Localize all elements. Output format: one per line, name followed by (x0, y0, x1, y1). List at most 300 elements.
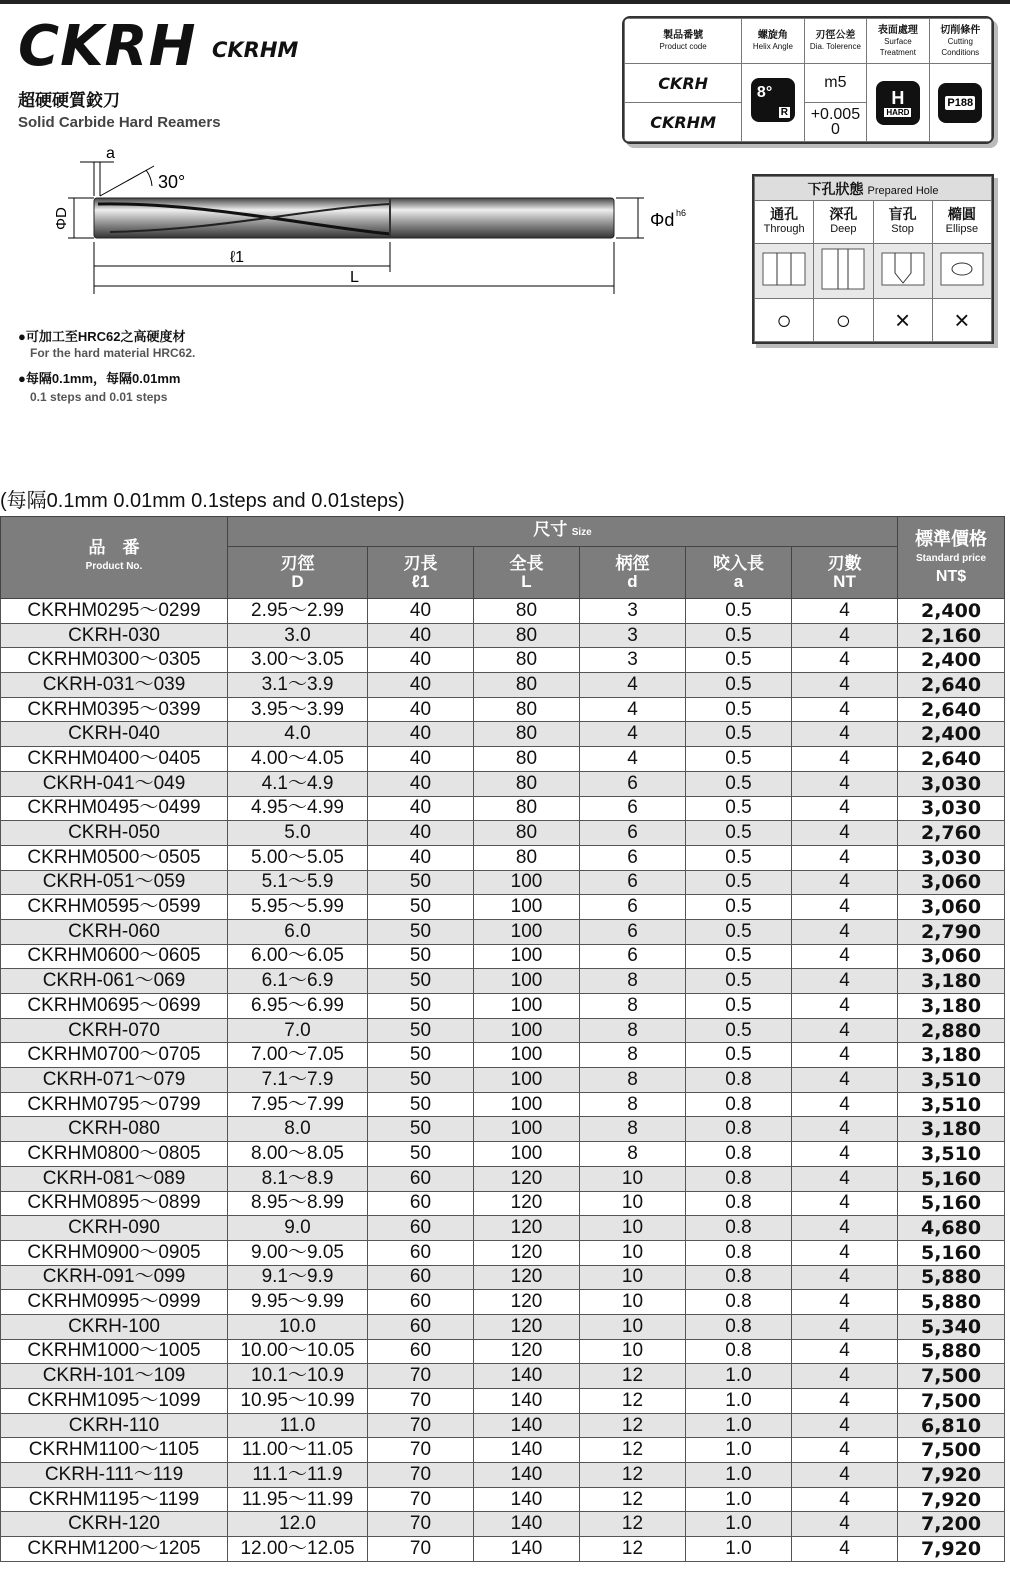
prepared-hole-title: 下孔狀態 Prepared Hole (755, 177, 992, 201)
table-cell: 11.1～11.9 (228, 1463, 368, 1488)
table-cell: 6 (580, 870, 686, 895)
table-cell: 0.8 (686, 1191, 792, 1216)
table-cell: 8.00～8.05 (228, 1142, 368, 1167)
table-row (1, 944, 1005, 969)
product-code-cell: CKRH-111～119 (1, 1463, 228, 1488)
table-cell: 4 (792, 796, 898, 821)
table-cell: 70 (368, 1512, 474, 1537)
table-row (1, 1043, 1005, 1068)
table-cell: 4 (792, 1068, 898, 1093)
table-cell: 8 (580, 1018, 686, 1043)
price-cell: 5,340 (898, 1314, 1005, 1339)
hole-type-stop: 盲孔 Stop (873, 201, 932, 244)
table-cell: 3 (580, 623, 686, 648)
table-cell: 0.8 (686, 1216, 792, 1241)
table-cell: 9.00～9.05 (228, 1240, 368, 1265)
spec-header-helix: 螺旋角 Helix Angle (742, 19, 804, 64)
price-cell: 7,920 (898, 1463, 1005, 1488)
table-cell: 10.95～10.99 (228, 1389, 368, 1414)
table-cell: 1.0 (686, 1364, 792, 1389)
table-cell: 10 (580, 1290, 686, 1315)
table-row (1, 697, 1005, 722)
table-row (1, 599, 1005, 624)
table-row (1, 771, 1005, 796)
table-cell: 4 (792, 1216, 898, 1241)
table-cell: 0.5 (686, 1018, 792, 1043)
table-cell: 50 (368, 944, 474, 969)
table-row (1, 1018, 1005, 1043)
table-cell: 5.1～5.9 (228, 870, 368, 895)
product-code-cell: CKRH-051～059 (1, 870, 228, 895)
price-cell: 5,880 (898, 1290, 1005, 1315)
table-cell: 60 (368, 1191, 474, 1216)
table-cell: 4 (792, 1018, 898, 1043)
prepared-hole-box (752, 174, 994, 344)
table-cell: 0.5 (686, 599, 792, 624)
dim-phid-sup: h6 (676, 208, 687, 218)
deep-suitability: ○ (814, 299, 873, 342)
table-row (1, 994, 1005, 1019)
table-cell: 120 (474, 1339, 580, 1364)
table-cell: 12.0 (228, 1512, 368, 1537)
price-cell: 3,180 (898, 1043, 1005, 1068)
table-cell: 4 (792, 1290, 898, 1315)
table-cell: 2.95～2.99 (228, 599, 368, 624)
table-cell: 50 (368, 1018, 474, 1043)
table-row (1, 1068, 1005, 1093)
table-cell: 100 (474, 1142, 580, 1167)
table-row (1, 1216, 1005, 1241)
table-cell: 7.1～7.9 (228, 1068, 368, 1093)
table-cell: 0.5 (686, 994, 792, 1019)
table-row (1, 1364, 1005, 1389)
table-caption: (每隔0.1mm 0.01mm 0.1steps and 0.01steps) (0, 490, 405, 512)
table-cell: 4.00～4.05 (228, 747, 368, 772)
table-cell: 100 (474, 1092, 580, 1117)
feature-1-zh: ●可加工至HRC62之高硬度材 (18, 329, 186, 344)
table-cell: 3.0 (228, 623, 368, 648)
table-cell: 0.5 (686, 771, 792, 796)
price-cell: 7,500 (898, 1364, 1005, 1389)
product-code-cell: CKRH-101～109 (1, 1364, 228, 1389)
table-cell: 4 (792, 1265, 898, 1290)
table-cell: 100 (474, 870, 580, 895)
table-cell: 4 (792, 747, 898, 772)
table-row (1, 1142, 1005, 1167)
product-code-cell: CKRH-110 (1, 1413, 228, 1438)
product-table (0, 516, 1005, 1562)
price-cell: 3,030 (898, 796, 1005, 821)
price-cell: 2,640 (898, 747, 1005, 772)
table-row (1, 1413, 1005, 1438)
table-cell: 8 (580, 1068, 686, 1093)
table-cell: 120 (474, 1216, 580, 1241)
price-cell: 3,180 (898, 994, 1005, 1019)
table-cell: 12 (580, 1512, 686, 1537)
price-cell: 3,060 (898, 944, 1005, 969)
table-cell: 7.0 (228, 1018, 368, 1043)
table-cell: 12 (580, 1364, 686, 1389)
table-cell: 8.1～8.9 (228, 1166, 368, 1191)
header-col-5: 刃數 NT (792, 547, 898, 599)
table-cell: 40 (368, 747, 474, 772)
stop-hole-icon (873, 243, 932, 298)
table-cell: 0.5 (686, 1043, 792, 1068)
product-code-cell: CKRHM0895～0899 (1, 1191, 228, 1216)
table-cell: 40 (368, 771, 474, 796)
table-cell: 11.00～11.05 (228, 1438, 368, 1463)
table-cell: 100 (474, 919, 580, 944)
table-row (1, 1438, 1005, 1463)
table-cell: 0.5 (686, 796, 792, 821)
table-cell: 4 (792, 1487, 898, 1512)
table-cell: 4 (792, 623, 898, 648)
table-cell: 0.5 (686, 623, 792, 648)
table-cell: 8 (580, 994, 686, 1019)
table-cell: 100 (474, 1018, 580, 1043)
product-code-cell: CKRHM0700～0705 (1, 1043, 228, 1068)
price-cell: 2,640 (898, 697, 1005, 722)
table-cell: 4 (792, 673, 898, 698)
table-cell: 40 (368, 821, 474, 846)
table-cell: 100 (474, 944, 580, 969)
table-cell: 0.5 (686, 919, 792, 944)
table-row (1, 1512, 1005, 1537)
table-cell: 50 (368, 1117, 474, 1142)
table-row (1, 1537, 1005, 1562)
header-col-2: 全長 L (474, 547, 580, 599)
table-cell: 6 (580, 796, 686, 821)
table-cell: 6.00～6.05 (228, 944, 368, 969)
table-cell: 4 (792, 1364, 898, 1389)
table-cell: 140 (474, 1463, 580, 1488)
product-name-zh: 超硬硬質鉸刀 (18, 91, 120, 110)
table-cell: 4 (792, 599, 898, 624)
table-cell: 80 (474, 673, 580, 698)
product-code-cell: CKRHM0695～0699 (1, 994, 228, 1019)
price-cell: 7,200 (898, 1512, 1005, 1537)
table-cell: 40 (368, 673, 474, 698)
table-row (1, 1240, 1005, 1265)
table-cell: 60 (368, 1166, 474, 1191)
product-code-cell: CKRH-061～069 (1, 969, 228, 994)
table-cell: 12 (580, 1389, 686, 1414)
table-cell: 0.8 (686, 1265, 792, 1290)
table-cell: 1.0 (686, 1512, 792, 1537)
product-code-cell: CKRH-090 (1, 1216, 228, 1241)
table-row (1, 895, 1005, 920)
table-cell: 1.0 (686, 1389, 792, 1414)
price-cell: 2,790 (898, 919, 1005, 944)
tolerance-ckrh: m5 (804, 64, 867, 103)
table-cell: 80 (474, 821, 580, 846)
feature-2-zh: ●每隔0.1mm，每隔0.01mm (18, 371, 181, 386)
table-cell: 5.95～5.99 (228, 895, 368, 920)
table-cell: 9.0 (228, 1216, 368, 1241)
table-cell: 10 (580, 1314, 686, 1339)
table-cell: 10 (580, 1216, 686, 1241)
table-cell: 80 (474, 747, 580, 772)
table-cell: 120 (474, 1240, 580, 1265)
product-code-cell: CKRH-071～079 (1, 1068, 228, 1093)
table-cell: 80 (474, 623, 580, 648)
price-cell: 3,510 (898, 1142, 1005, 1167)
ellipse-hole-icon (932, 243, 991, 298)
table-cell: 4.1～4.9 (228, 771, 368, 796)
table-cell: 10 (580, 1240, 686, 1265)
table-cell: 50 (368, 1142, 474, 1167)
table-cell: 0.8 (686, 1166, 792, 1191)
header-col-0: 刃徑 D (228, 547, 368, 599)
table-cell: 8 (580, 969, 686, 994)
spec-header-code: 製品番號 Product code (625, 19, 742, 64)
product-code-cell: CKRH-031～039 (1, 673, 228, 698)
table-cell: 10.00～10.05 (228, 1339, 368, 1364)
table-cell: 4 (792, 1537, 898, 1562)
table-cell: 0.8 (686, 1314, 792, 1339)
price-cell: 5,880 (898, 1265, 1005, 1290)
table-cell: 60 (368, 1265, 474, 1290)
cutting-conditions-book-icon: P188 (929, 64, 991, 142)
table-cell: 100 (474, 1068, 580, 1093)
table-cell: 4 (792, 1314, 898, 1339)
table-row (1, 747, 1005, 772)
table-cell: 0.8 (686, 1092, 792, 1117)
table-cell: 40 (368, 796, 474, 821)
table-row (1, 1265, 1005, 1290)
product-code-cell: CKRHM1100～1105 (1, 1438, 228, 1463)
table-cell: 4 (792, 944, 898, 969)
deep-hole-icon (814, 243, 873, 298)
spec-code-ckrh: CKRH (625, 64, 742, 103)
price-cell: 3,060 (898, 870, 1005, 895)
table-cell: 80 (474, 697, 580, 722)
price-cell: 5,160 (898, 1240, 1005, 1265)
header-col-4: 咬入長 a (686, 547, 792, 599)
table-cell: 3.1～3.9 (228, 673, 368, 698)
table-cell: 140 (474, 1389, 580, 1414)
product-code-cell: CKRH-081～089 (1, 1166, 228, 1191)
table-cell: 140 (474, 1364, 580, 1389)
table-row (1, 648, 1005, 673)
table-cell: 4 (792, 969, 898, 994)
table-cell: 4 (792, 771, 898, 796)
table-cell: 4 (792, 1092, 898, 1117)
table-cell: 6 (580, 771, 686, 796)
table-cell: 1.0 (686, 1438, 792, 1463)
table-row (1, 919, 1005, 944)
table-cell: 4 (792, 870, 898, 895)
table-cell: 4 (792, 895, 898, 920)
table-cell: 4 (792, 1117, 898, 1142)
table-cell: 70 (368, 1487, 474, 1512)
table-row (1, 1092, 1005, 1117)
price-cell: 3,510 (898, 1068, 1005, 1093)
table-cell: 4 (580, 673, 686, 698)
table-cell: 120 (474, 1290, 580, 1315)
table-cell: 80 (474, 771, 580, 796)
hole-type-ellipse: 橢圓 Ellipse (932, 201, 991, 244)
table-cell: 0.5 (686, 697, 792, 722)
table-cell: 6 (580, 944, 686, 969)
table-row (1, 969, 1005, 994)
product-code-cell: CKRHM0300～0305 (1, 648, 228, 673)
table-cell: 40 (368, 623, 474, 648)
table-cell: 80 (474, 796, 580, 821)
table-cell: 70 (368, 1438, 474, 1463)
product-code-cell: CKRHM1095～1099 (1, 1389, 228, 1414)
header-product-no: 品 番 Product No. (1, 517, 228, 599)
table-cell: 4.95～4.99 (228, 796, 368, 821)
table-cell: 140 (474, 1413, 580, 1438)
table-cell: 4 (792, 722, 898, 747)
table-cell: 4 (792, 648, 898, 673)
table-cell: 120 (474, 1166, 580, 1191)
header-col-3: 柄徑 d (580, 547, 686, 599)
spec-header-conditions: 切削條件 Cutting Conditions (929, 19, 991, 64)
table-cell: 4 (580, 722, 686, 747)
table-cell: 70 (368, 1389, 474, 1414)
table-cell: 40 (368, 722, 474, 747)
table-cell: 60 (368, 1290, 474, 1315)
table-cell: 0.5 (686, 821, 792, 846)
price-cell: 2,760 (898, 821, 1005, 846)
price-cell: 2,400 (898, 599, 1005, 624)
product-code-cell: CKRHM0595～0599 (1, 895, 228, 920)
table-cell: 8.95～8.99 (228, 1191, 368, 1216)
table-cell: 6 (580, 845, 686, 870)
hard-coating-icon: H HARD (867, 64, 929, 142)
table-cell: 4 (792, 919, 898, 944)
table-cell: 4 (792, 1240, 898, 1265)
table-cell: 60 (368, 1240, 474, 1265)
table-cell: 8 (580, 1043, 686, 1068)
price-cell: 2,400 (898, 648, 1005, 673)
table-cell: 10 (580, 1166, 686, 1191)
price-cell: 5,880 (898, 1339, 1005, 1364)
product-title: CKRH (18, 14, 197, 79)
table-cell: 1.0 (686, 1537, 792, 1562)
table-cell: 50 (368, 1043, 474, 1068)
product-code-cell: CKRHM1195～1199 (1, 1487, 228, 1512)
table-row (1, 673, 1005, 698)
table-cell: 0.8 (686, 1290, 792, 1315)
table-cell: 4.0 (228, 722, 368, 747)
price-cell: 7,920 (898, 1487, 1005, 1512)
price-cell: 7,920 (898, 1537, 1005, 1562)
product-code-cell: CKRH-040 (1, 722, 228, 747)
header-price: 標準價格 Standard price NT$ (898, 517, 1005, 599)
dim-l1-label: ℓ1 (230, 249, 245, 266)
header-size: 尺寸 Size (228, 517, 898, 547)
table-row (1, 1191, 1005, 1216)
table-cell: 6 (580, 821, 686, 846)
table-cell: 50 (368, 994, 474, 1019)
product-code-cell: CKRHM0795～0799 (1, 1092, 228, 1117)
table-cell: 0.5 (686, 673, 792, 698)
through-suitability: ○ (755, 299, 814, 342)
product-code-cell: CKRHM0600～0605 (1, 944, 228, 969)
table-cell: 4 (792, 1339, 898, 1364)
table-cell: 50 (368, 919, 474, 944)
table-cell: 100 (474, 969, 580, 994)
table-row (1, 1290, 1005, 1315)
table-row (1, 796, 1005, 821)
table-cell: 0.5 (686, 895, 792, 920)
table-cell: 4 (792, 1438, 898, 1463)
product-code-cell: CKRHM1000～1005 (1, 1339, 228, 1364)
table-cell: 50 (368, 895, 474, 920)
table-cell: 0.5 (686, 944, 792, 969)
table-cell: 100 (474, 1117, 580, 1142)
table-cell: 4 (792, 1191, 898, 1216)
tolerance-ckrhm: +0.005 0 (804, 103, 867, 142)
table-cell: 60 (368, 1314, 474, 1339)
product-code-cell: CKRH-120 (1, 1512, 228, 1537)
table-cell: 60 (368, 1216, 474, 1241)
table-cell: 50 (368, 1068, 474, 1093)
dim-L-label: L (350, 269, 359, 286)
table-cell: 6 (580, 919, 686, 944)
product-code-cell: CKRH-091～099 (1, 1265, 228, 1290)
table-cell: 7.00～7.05 (228, 1043, 368, 1068)
product-subtitle: CKRHM (212, 38, 299, 62)
table-cell: 70 (368, 1537, 474, 1562)
table-cell: 100 (474, 895, 580, 920)
product-code-cell: CKRH-060 (1, 919, 228, 944)
table-cell: 4 (792, 1389, 898, 1414)
dim-phid-label: Φd (650, 210, 675, 230)
table-cell: 50 (368, 1092, 474, 1117)
price-cell: 3,180 (898, 969, 1005, 994)
table-cell: 12 (580, 1413, 686, 1438)
table-cell: 4 (792, 697, 898, 722)
product-code-cell: CKRH-041～049 (1, 771, 228, 796)
table-cell: 120 (474, 1314, 580, 1339)
spec-box (622, 16, 994, 144)
table-row (1, 1117, 1005, 1142)
table-row (1, 623, 1005, 648)
hole-type-through: 通孔 Through (755, 201, 814, 244)
table-cell: 140 (474, 1487, 580, 1512)
through-hole-icon (755, 243, 814, 298)
table-cell: 0.8 (686, 1339, 792, 1364)
table-cell: 70 (368, 1413, 474, 1438)
table-cell: 11.0 (228, 1413, 368, 1438)
dim-angle-label: 30° (158, 172, 186, 192)
product-code-cell: CKRHM0995～0999 (1, 1290, 228, 1315)
table-cell: 12.00～12.05 (228, 1537, 368, 1562)
price-cell: 7,500 (898, 1389, 1005, 1414)
table-cell: 0.8 (686, 1240, 792, 1265)
hole-type-deep: 深孔 Deep (814, 201, 873, 244)
reamer-drawing (50, 146, 700, 306)
table-cell: 1.0 (686, 1413, 792, 1438)
product-code-cell: CKRHM0495～0499 (1, 796, 228, 821)
price-cell: 3,060 (898, 895, 1005, 920)
table-cell: 4 (792, 1166, 898, 1191)
table-cell: 60 (368, 1339, 474, 1364)
table-cell: 6.0 (228, 919, 368, 944)
product-code-cell: CKRH-080 (1, 1117, 228, 1142)
product-code-cell: CKRHM0400～0405 (1, 747, 228, 772)
table-cell: 4 (580, 697, 686, 722)
table-cell: 7.95～7.99 (228, 1092, 368, 1117)
table-cell: 100 (474, 1043, 580, 1068)
table-cell: 70 (368, 1364, 474, 1389)
product-code-cell: CKRH-070 (1, 1018, 228, 1043)
table-cell: 9.1～9.9 (228, 1265, 368, 1290)
